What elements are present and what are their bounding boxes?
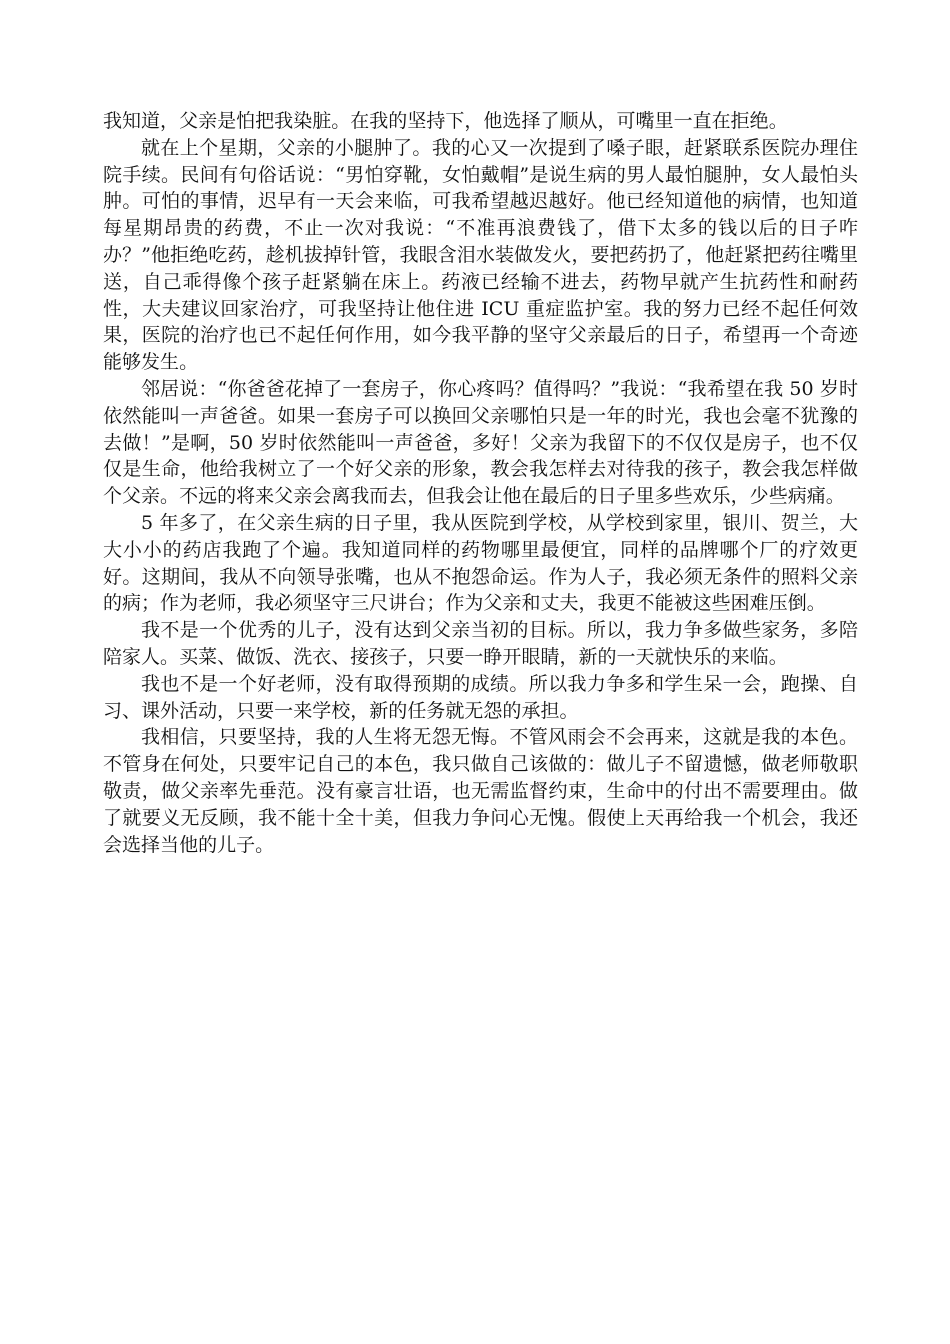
paragraph-4: 5 年多了，在父亲生病的日子里，我从医院到学校，从学校到家里，银川、贺兰，大大小小的药店我跑了个遍。我知道同样的药物哪里最便宜，同样的品牌哪个厂的疗效更好。这期间，我从不向领导张嘴，也从不抱怨命运。作为人子，我必须无条件的照料父亲的病；作为老师，我必须坚守三尺讲台；作为父亲和丈夫，我更不能被这些困难压倒。 xyxy=(103,511,858,615)
paragraph-1: 我知道，父亲是怕把我染脏。在我的坚持下，他选择了顺从，可嘴里一直在拒绝。 xyxy=(103,110,788,132)
paragraph-6: 我也不是一个好老师，没有取得预期的成绩。所以我力争多和学生呆一会，跑操、自习、课外活动，只要一来学校，新的任务就无怨的承担。 xyxy=(103,672,858,722)
paragraph-2: 就在上个星期，父亲的小腿肿了。我的心又一次提到了嗓子眼，赶紧联系医院办理住院手续。民间有句俗话说：“男怕穿靴，女怕戴帽”是说生病的男人最怕腿肿，女人最怕头肿。可怕的事情，迟早有一天会来临，可我希望越迟越好。他已经知道他的病情，也知道每星期昂贵的药费，不止一次对我说：“不准再浪费钱了，借下太多的钱以后的日子咋办？”他拒绝吃药，趁机拔掉针管，我眼含泪水装做发火，要把药扔了，他赶紧把药往嘴里送，自己乖得像个孩子赶紧躺在床上。药液已经输不进去，药物早就产生抗药性和耐药性，大夫建议回家治疗，可我坚持让他住进 ICU 重症监护室。我的努力已经不起任何效果，医院的治疗也已不起任何作用，如今我平静的坚守父亲最后的日子，希望再一个奇迹能够发生。 xyxy=(103,136,858,374)
paragraph-7: 我相信，只要坚持，我的人生将无怨无悔。不管风雨会不会再来，这就是我的本色。不管身在何处，只要牢记自己的本色，我只做自己该做的：做儿子不留遗憾，做老师敬职敬责，做父亲率先垂范。没有豪言壮语，也无需监督约束，生命中的付出不需要理由。做了就要义无反顾，我不能十全十美，但我力争问心无愧。假使上天再给我一个机会，我还会选择当他的儿子。 xyxy=(103,726,858,856)
paragraph-5: 我不是一个优秀的儿子，没有达到父亲当初的目标。所以，我力争多做些家务，多陪陪家人。买菜、做饭、洗衣、接孩子，只要一睁开眼睛，新的一天就快乐的来临。 xyxy=(103,619,858,668)
document-body xyxy=(103,108,858,858)
paragraph-3: 邻居说：“你爸爸花掉了一套房子，你心疼吗？值得吗？”我说：“我希望在我 50 岁时依然能叫一声爸爸。如果一套房子可以换回父亲哪怕只是一年的时光，我也会毫不犹豫的去做！”是啊，50 岁时依然能叫一声爸爸，多好！父亲为我留下的不仅仅是房子，也不仅仅是生命，他给我树立了一个好父亲的形象，教会我怎样去对待我的孩子，教会我怎样做个父亲。不远的将来父亲会离我而去，但我会让他在最后的日子里多些欢乐，少些病痛。 xyxy=(103,377,858,508)
